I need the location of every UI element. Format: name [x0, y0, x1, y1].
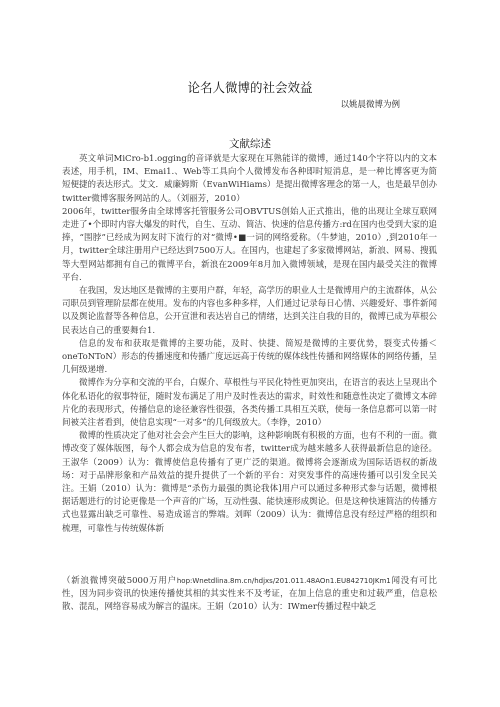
footnote-url: hop:Wnetdlina.8m.cn/hdjxs/201.011.48AOn1.EU842710JKm1 — [176, 577, 391, 585]
paragraph: 信息的发布和获取是微博的主要功能，及时、快捷、简短是微博的主要优势，裂变式传播＜oneToNToN）形态的传播速度和传播广度远远高于传统的媒体线性传播和网络媒体的网络传播，呈几何级递增. — [62, 338, 437, 376]
footnote-rest: 闻没有可比性，因为同步资讯的快速传播使其相的其实性来不及考证，在加上信息的重史和过载严重，信息松散、混乱，网络容易成为解言的温床。王娟（2010）认为：IWmer传播过程中缺乏 — [62, 576, 437, 613]
document-subtitle: 以姚晨微博为例 — [340, 100, 400, 110]
footnote-prefix: （新浪微博突破5000万用户 — [62, 576, 177, 586]
paragraph: 微博作为分享和交流的平台，白媒介、草根性与平民化特性更加突出，在语言的表达上呈现出个体化私语化的叙事特征，随时发布满足了用户及时性表达的需求，时效性和随意性决定了微博文本碎片化的表现形式，传播信息的途径兼容性很强，各类传播工具相互关联，使每一条信息都可以第一时间被关注者看到，使信息实现“一对多”的几何级放大。（李铮，2010） — [62, 378, 437, 429]
paragraph: 在我国，发达地区是微博的主要用户群，年轻，高学历的职业人士是微博用户的主流群体，从公司职员到管理阶层都在使用。发布的内容也多种多样，人们通过记录每日心情、兴趣爱好、事件新闻以及舆论监督等各种信息，公开宣泄和表达岩自己的情绪，达到关注自我的目的，微博已成为草根公民表达自己的重要舞台1. — [62, 286, 437, 336]
paragraph: 2006年，twitter服务由全球博客托管服务公司OBVTUS创始人正式推出，他的出现让全球互联网走进了•个即时内容大爆发的时代，自生、互动、简洁、快速的信息传播方:rd在国内也受到大家的追捧，“围脖”已经成为网友时下流行的对“微博•■一词的网络爱称。（牛梦迪，2010）,到2010年一月，twitter全球注册用户已经达到7500万人。在国内，也建起了多家微博网站，新浪、网易、搜狐等大型网站都拥有自己的微博平台，新浪在2009年8月加入微博领域，是现在国内最受关注的微博平台. — [62, 206, 437, 283]
section-heading: 文献综述 — [229, 138, 271, 150]
document-title: 论名人微博的社会效益 — [187, 80, 313, 95]
footnote — [62, 575, 437, 615]
paragraph: 微博的性质决定了他对社会会产生巨大的影响，这种影响既有积极的方面，也有不利的一面。微博改变了媒体版图，每个人都会成为信息的发布者，twitter成为越来越多人获得最新信息的途径。王淑华（2009）认为：微博使信息传播有了更广泛的渠道。微博将会逐渐成为国际话语权的新战场：对于品牌形象和产品效益的提升提供了一个新的平台：对突发事件的高速传播可以引发全民关注。王娟（2010）认为：微博是“杀伤力最强的舆论我体]用户可以通过多种形式参与话题，微博根据话题进行的讨论更像是一个声音的广场，互动性强、能快速形成舆论。但是这种快速简洁的传播方式也显露出缺乏可靠性、易造成谣言的弊端。刘晖（2009）认为：微博信息没有经过严格的组织和梳理，可靠性与传统媒体新 — [62, 431, 437, 534]
paragraph: 英文单词MiCro-b1.ogging的音译就是大家现在耳熟能详的微博，通过140个字符以内的文本表述，用手机，IM、Emai1.、Web等工具向个人微博发布各种即时短消息，是一种比博客更为简短便捷的表达形式。艾文．威廉姆斯（EvanWiHiams）是提出微博客理念的第一人，也是最早创办twitter微博客服务网站的人。（刘丽芳，2010） — [62, 154, 437, 204]
body-text — [62, 153, 437, 536]
